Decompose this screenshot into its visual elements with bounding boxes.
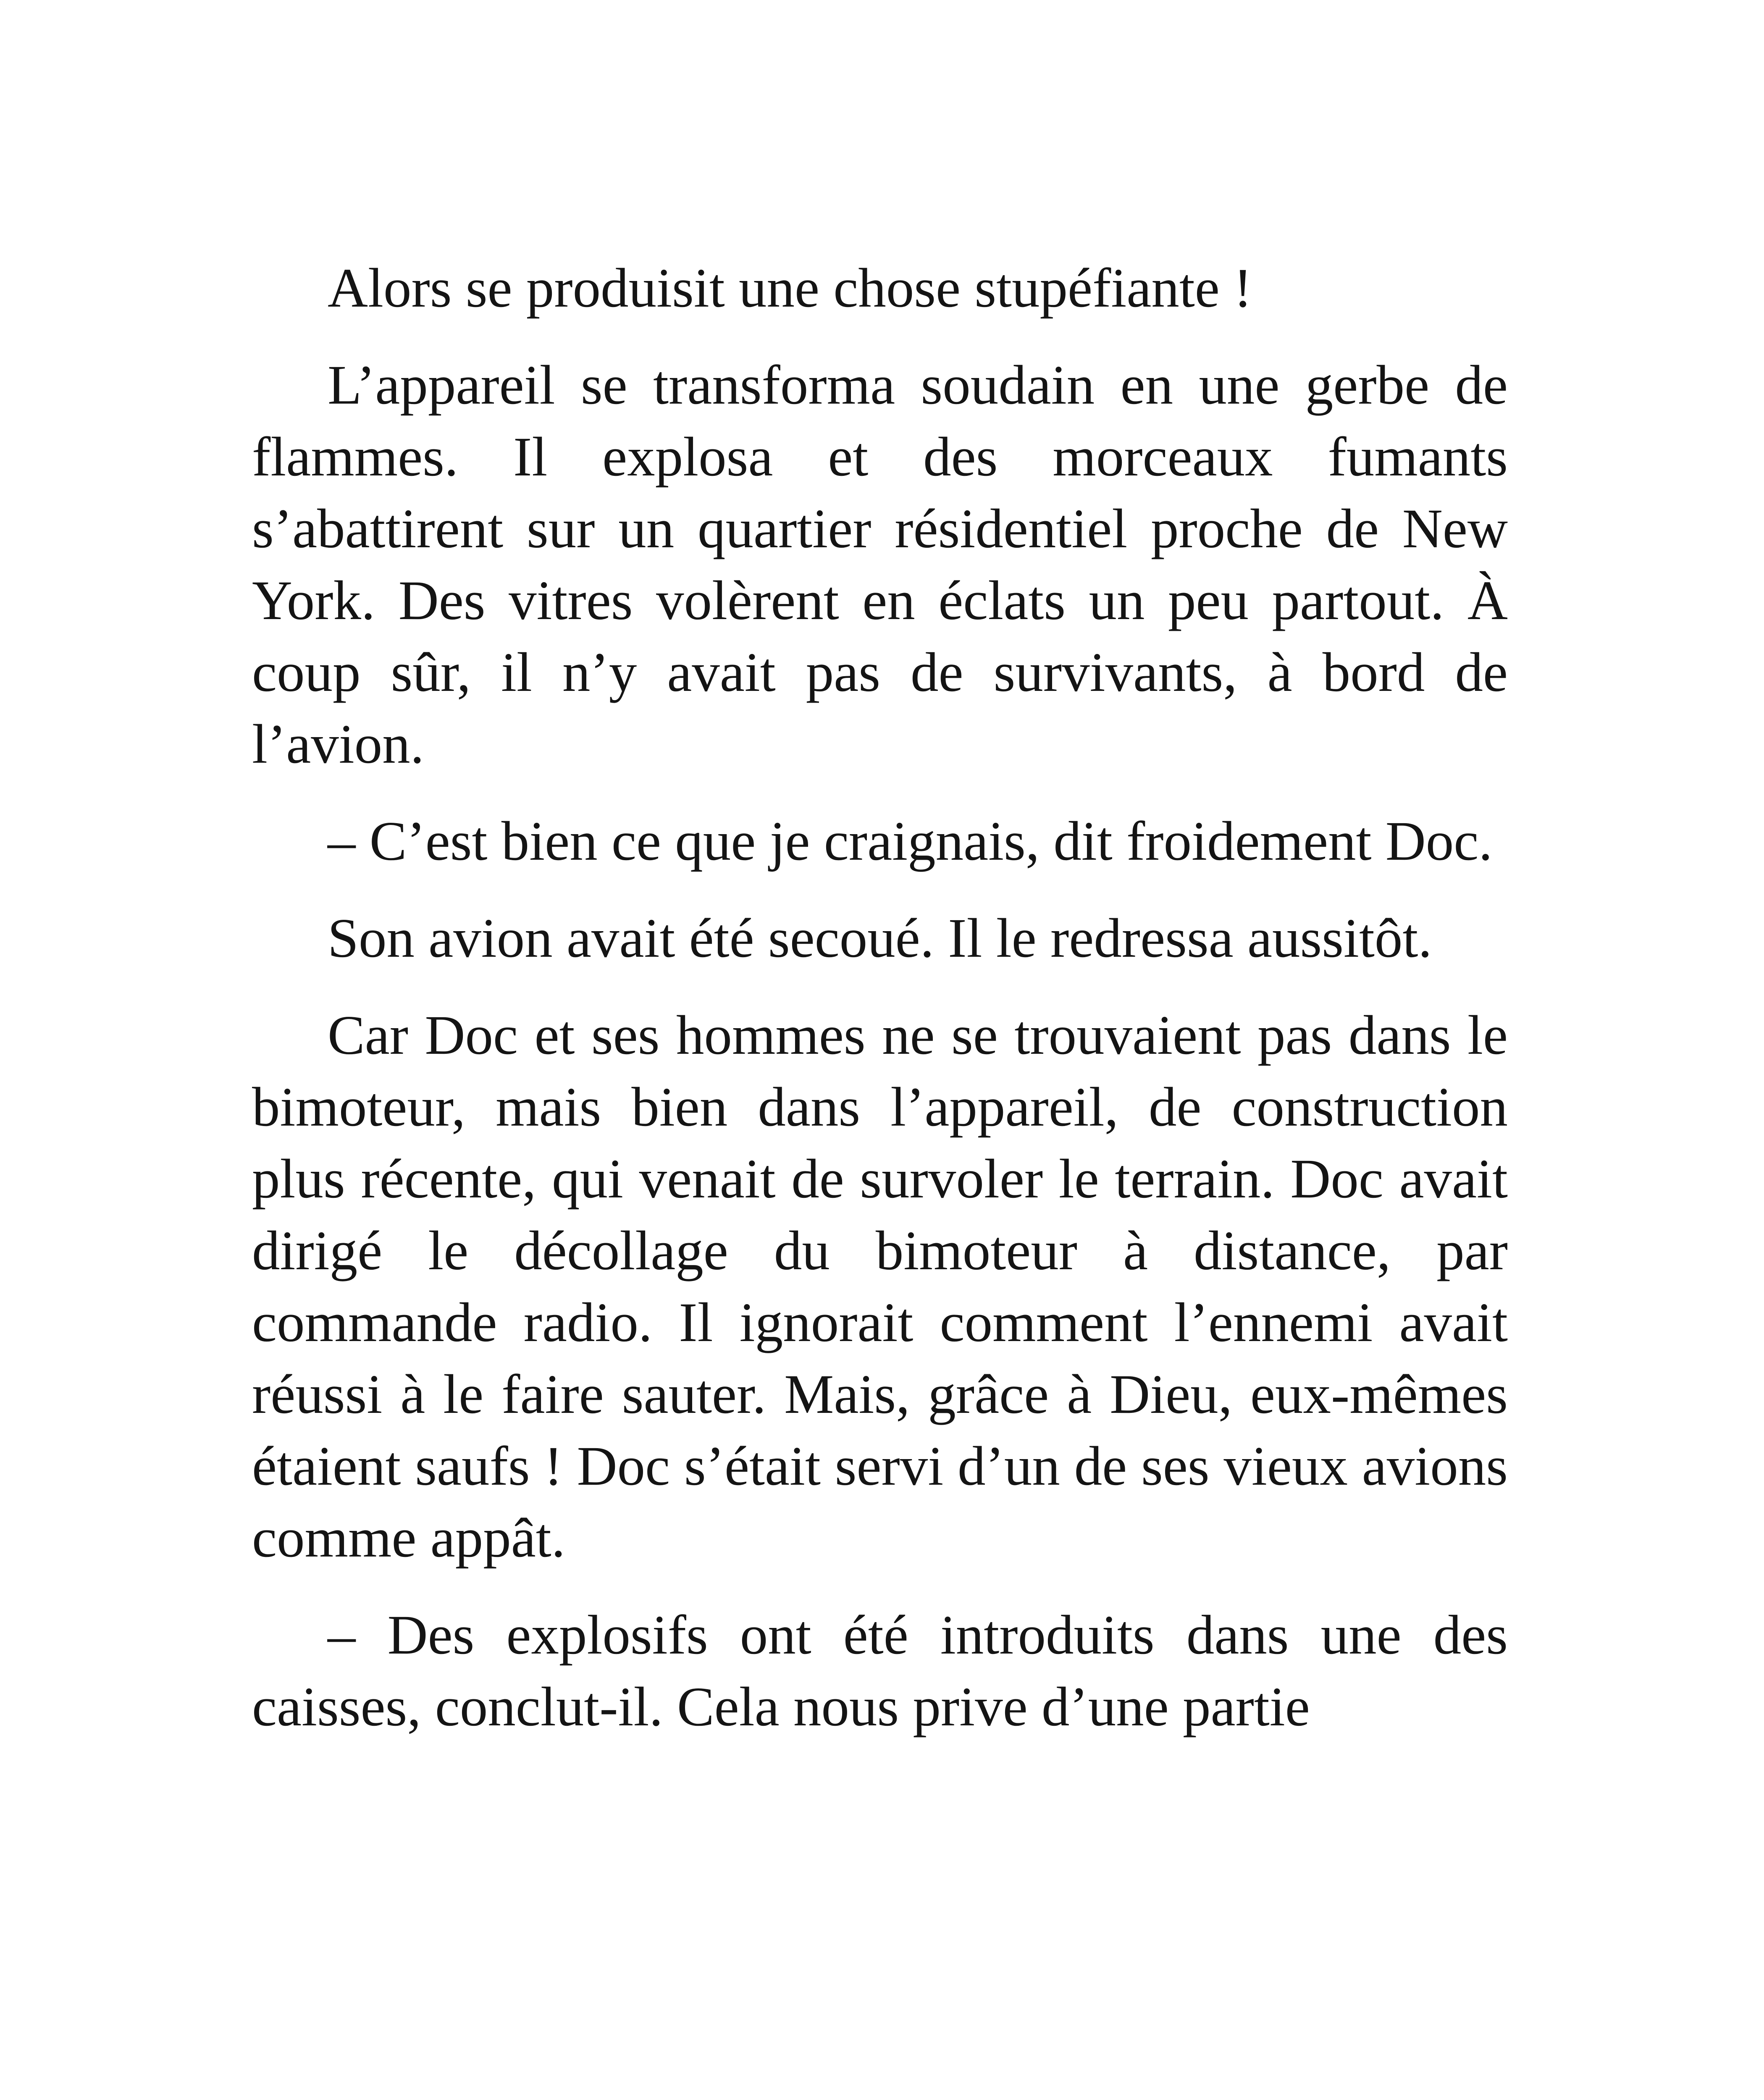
paragraph: Car Doc et ses hommes ne se trouvaient pas dans le bimoteur, mais bien dans l’appareil, de construction plus récente, qui venait de survoler le terrain. Doc avait dirigé le décollage du bimoteur à distance, par commande radio. Il ignorait comment l’ennemi avait réussi à le faire sauter. Mais, grâce à Dieu, eux-mêmes étaient saufs ! Doc s’était servi d’un de ses vieux avions comme appât. <box>252 1004 1508 1569</box>
paragraph: Alors se produisit une chose stupéfiante ! <box>328 257 1252 319</box>
paragraph: Son avion avait été secoué. Il le redressa aussitôt. <box>328 907 1432 969</box>
paragraph: L’appareil se transforma soudain en une gerbe de flammes. Il explosa et des morceaux fumants s’abattirent sur un quartier résidentiel proche de New York. Des vitres volèrent en éclats un peu partout. À coup sûr, il n’y avait pas de survivants, à bord de l’avion. <box>252 354 1508 775</box>
paragraph: – C’est bien ce que je craignais, dit froidement Doc. <box>328 810 1493 872</box>
page-body <box>252 252 1508 1768</box>
paragraph: – Des explosifs ont été introduits dans une des caisses, conclut-il. Cela nous prive d’une partie <box>252 1604 1508 1738</box>
